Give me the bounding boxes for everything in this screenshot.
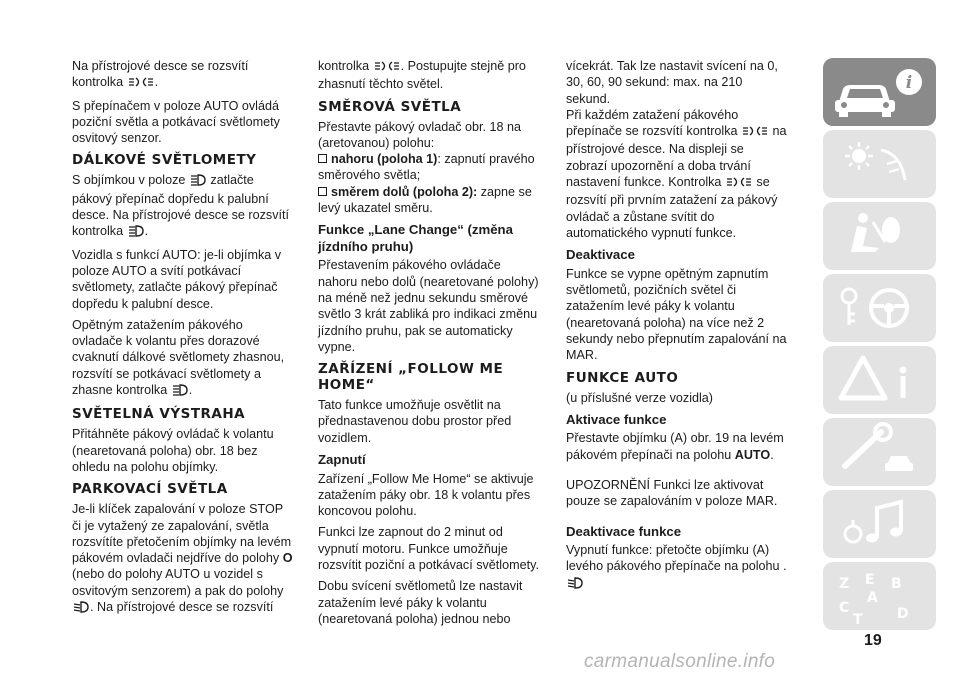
low-beam-icon <box>73 601 89 617</box>
heading-smerova: SMĚROVÁ SVĚTLA <box>318 98 462 115</box>
text: zapne se levý ukazatel směru. <box>318 184 532 216</box>
position-lights-icon <box>128 76 154 92</box>
tab-dashboard-lights[interactable] <box>823 130 936 198</box>
paragraph <box>72 317 294 400</box>
tab-car-info[interactable] <box>823 58 936 126</box>
svg-text:T: T <box>853 612 863 628</box>
airbag-seat-icon <box>823 202 936 270</box>
watermark: carmanualsonline.info <box>584 651 776 672</box>
paragraph: Přitáhněte pákový ovládač k volantu (nearetovaná poloha) obr. 18 bez ohledu na polohu objímky. <box>72 427 274 474</box>
text: nahoru (poloha 1) <box>331 152 438 167</box>
text: Je-li klíček zapalování v poloze STOP či je vytažený ze zapalování, světla rozsvítíte přetočením objímky na levém pákovém ovladači nejdříve do polohy <box>72 502 292 566</box>
paragraph <box>72 172 294 241</box>
text: S objímkou v poloze <box>72 173 186 188</box>
column-3 <box>566 58 788 593</box>
tab-steering-wheel[interactable] <box>823 274 936 342</box>
high-beam-icon <box>172 384 188 400</box>
paragraph <box>72 501 294 617</box>
paragraph: Vozidla s funkcí AUTO: je-li objímka v poloze AUTO a svítí potkávací světlomety, zatlačte pákový přepínač dopředu k palubní desce. <box>72 247 282 311</box>
wrench-car-icon <box>823 418 936 486</box>
svg-text:A: A <box>867 590 878 606</box>
text: se rozsvítí při prvním zatažení za pákový ovládač a zůstane svítit do automatického vypnutí funkce. <box>566 175 778 240</box>
paragraph: Přestavte pákový ovladač obr. 18 na (aretovanou) polohu: <box>318 119 522 150</box>
heading-parkovaci: PARKOVACÍ SVĚTLA <box>72 481 228 498</box>
auto-label: AUTO <box>734 447 771 462</box>
text: směrem dolů (poloha 2): <box>331 184 478 199</box>
column-1 <box>72 58 294 617</box>
svg-text:Z: Z <box>839 576 850 592</box>
tab-airbag-seat[interactable] <box>823 202 936 270</box>
position-lights-icon <box>726 176 752 192</box>
bullet-square <box>318 154 327 163</box>
list-item <box>318 151 540 184</box>
paragraph: Funkci lze zapnout do 2 minut od vypnutí motoru. Funkce umožňuje rozsvítit poziční a potkávací světlomety. <box>318 525 539 573</box>
text: . <box>144 224 149 239</box>
bullet-square <box>318 187 327 196</box>
text: Na přístrojové desce se rozsvítí <box>72 59 249 73</box>
heading-vystraha: SVĚTELNÁ VÝSTRAHA <box>72 406 246 423</box>
paragraph: S přepínačem v poloze AUTO ovládá poziční světla a potkávací světlomety osvitový senzor. <box>72 98 280 146</box>
column-2 <box>318 58 540 627</box>
paragraph <box>72 58 294 93</box>
paragraph: Vypnutí funkce: přetočte objímku (A) levého pákového přepínače na polohu . <box>566 543 787 574</box>
list-item <box>318 184 540 217</box>
text: . <box>188 383 193 398</box>
tab-warning-triangle[interactable] <box>823 346 936 414</box>
heading-deaktivace-funkce: Deaktivace funkce <box>566 523 682 539</box>
dashboard-lights-icon <box>823 130 936 198</box>
paragraph <box>566 107 788 241</box>
text: : zapnutí pravého směrového světla; <box>318 152 535 183</box>
heading-lane-change: Funkce „Lane Change“ (změna jízdního pruhu) <box>318 222 513 254</box>
paragraph: (u příslušné verze vozidla) <box>566 390 713 405</box>
paragraph: Dobu svícení světlometů lze nastavit zatažením levé páky k volantu (nearetovaná poloha) jednou nebo <box>318 579 523 626</box>
alphabet-index-icon <box>823 562 936 630</box>
text: Opětným zatažením pákového ovladače k volantu přes dorazové cvaknutí dálkové světlomety zhasnou, rozsvítí se potkávací světlomety a zhasne kontrolka <box>72 317 285 398</box>
svg-text:i: i <box>905 73 913 93</box>
car-info-icon <box>823 58 936 126</box>
text: kontrolka <box>72 75 124 90</box>
text: Přestavte objímku (A) obr. 19 na levém pákovém přepínači na polohu <box>566 431 784 462</box>
text: . Na přístrojové desce se rozsvítí <box>90 600 274 615</box>
steering-wheel-icon <box>823 274 936 342</box>
paragraph: Funkce se vypne opětným zapnutím světlometů, pozičních světel či zatažením levé páky k volantu (nearetovaná poloha) na více než 2 sekundy nebo přepnutím zapalování na MAR. <box>566 266 787 363</box>
paragraph <box>318 58 540 93</box>
text: na přístrojové desce. Na displeji se zobrazí upozornění a doba trvání nastavení funkce. Kontrolka <box>566 124 787 190</box>
heading-deaktivace: Deaktivace <box>566 247 635 263</box>
heading-follow-me-home: ZAŘÍZENÍ „FOLLOW ME HOME“ <box>318 361 504 394</box>
text: (nebo do polohy AUTO u vozidel s osvitovým senzorem) a pak do polohy <box>72 567 284 598</box>
text: zatlačte pákový přepínač dopředu k palubní desce. Na přístrojové desce se rozsvítí kontrolka <box>72 173 289 239</box>
svg-text:D: D <box>897 606 909 622</box>
high-beam-icon <box>128 225 144 241</box>
paragraph: Zařízení „Follow Me Home“ se aktivuje zatažením páky obr. 18 k volantu přes koncovou polohu. <box>318 471 534 519</box>
low-beam-icon <box>567 577 583 593</box>
text: . <box>154 75 159 90</box>
heading-aktivace: Aktivace funkce <box>566 411 667 427</box>
position-lights-icon <box>742 125 768 141</box>
position-lights-icon <box>374 60 400 76</box>
tab-wrench-car[interactable] <box>823 418 936 486</box>
paragraph: UPOZORNĚNÍ Funkci lze aktivovat pouze se zapalováním v poloze MAR. <box>566 477 778 509</box>
paragraph: Tato funkce umožňuje osvětlit na přednastavenou dobu prostor před vozidlem. <box>318 398 512 445</box>
paragraph <box>566 430 788 463</box>
heading-dalkove: DÁLKOVÉ SVĚTLOMETY <box>72 152 257 169</box>
text: kontrolka <box>318 59 370 73</box>
warning-triangle-icon <box>823 346 936 414</box>
position-o-label: O <box>282 551 293 566</box>
text: . Postupujte stejně pro zhasnutí těchto světel. <box>318 59 526 92</box>
tab-alphabetical-index[interactable] <box>823 562 936 630</box>
paragraph: vícekrát. Tak lze nastavit svícení na 0, 30, 60, 90 sekund: max. na 210 sekund. <box>566 59 778 106</box>
music-note-icon <box>823 490 936 558</box>
text: Při každém zatažení pákového přepínače se rozsvítí kontrolka <box>566 107 739 139</box>
paragraph: Přestavením pákového ovládače nahoru nebo dolů (nearetované polohy) na méně než jednu sekundu směrové světlo 3 krát zabliká pro indikaci změnu jízdního pruhu, pak se automaticky vypne. <box>318 258 539 354</box>
heading-zapnuti: Zapnutí <box>318 452 366 468</box>
svg-text:C: C <box>839 600 850 616</box>
page-number: 19 <box>864 632 882 649</box>
high-beam-icon <box>190 174 206 190</box>
svg-text:B: B <box>891 576 902 592</box>
text: . <box>770 447 774 462</box>
svg-text:E: E <box>865 572 875 588</box>
tab-multimedia[interactable] <box>823 490 936 558</box>
heading-funkce-auto: FUNKCE AUTO <box>566 369 679 386</box>
